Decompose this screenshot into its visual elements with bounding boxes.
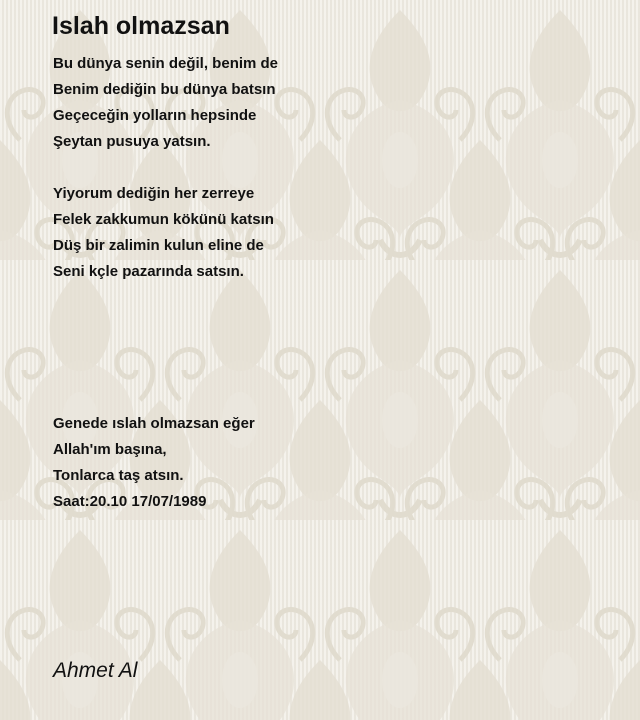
- poem-line: Düş bir zalimin kulun eline de: [53, 237, 264, 254]
- poem-line: Şeytan pusuya yatsın.: [53, 133, 211, 150]
- poem-line: Geçeceğin yolların hepsinde: [53, 107, 257, 124]
- poem-line: Bu dünya senin değil, benim de: [53, 55, 279, 72]
- poem-line: Benim dediğin bu dünya batsın: [53, 81, 276, 98]
- poem-author: Ahmet Al: [53, 659, 138, 682]
- poem-date-line: Saat:20.10 17/07/1989: [53, 493, 207, 510]
- poem-line: Allah'ım başına,: [53, 441, 167, 458]
- poem-line: Seni kçle pazarında satsın.: [53, 263, 244, 280]
- poem-stanza: [53, 181, 274, 285]
- poem-line: Genede ıslah olmazsan eğer: [53, 415, 255, 432]
- poem-line: Yiyorum dediğin her zerreye: [53, 185, 255, 202]
- poem-line: Felek zakkumun kökünü katsın: [53, 211, 274, 228]
- poem-line: Tonlarca taş atsın.: [53, 467, 184, 484]
- poem-stanza: [53, 411, 255, 515]
- poem-stanza: [53, 51, 278, 155]
- poem-title: Islah olmazsan: [52, 12, 230, 40]
